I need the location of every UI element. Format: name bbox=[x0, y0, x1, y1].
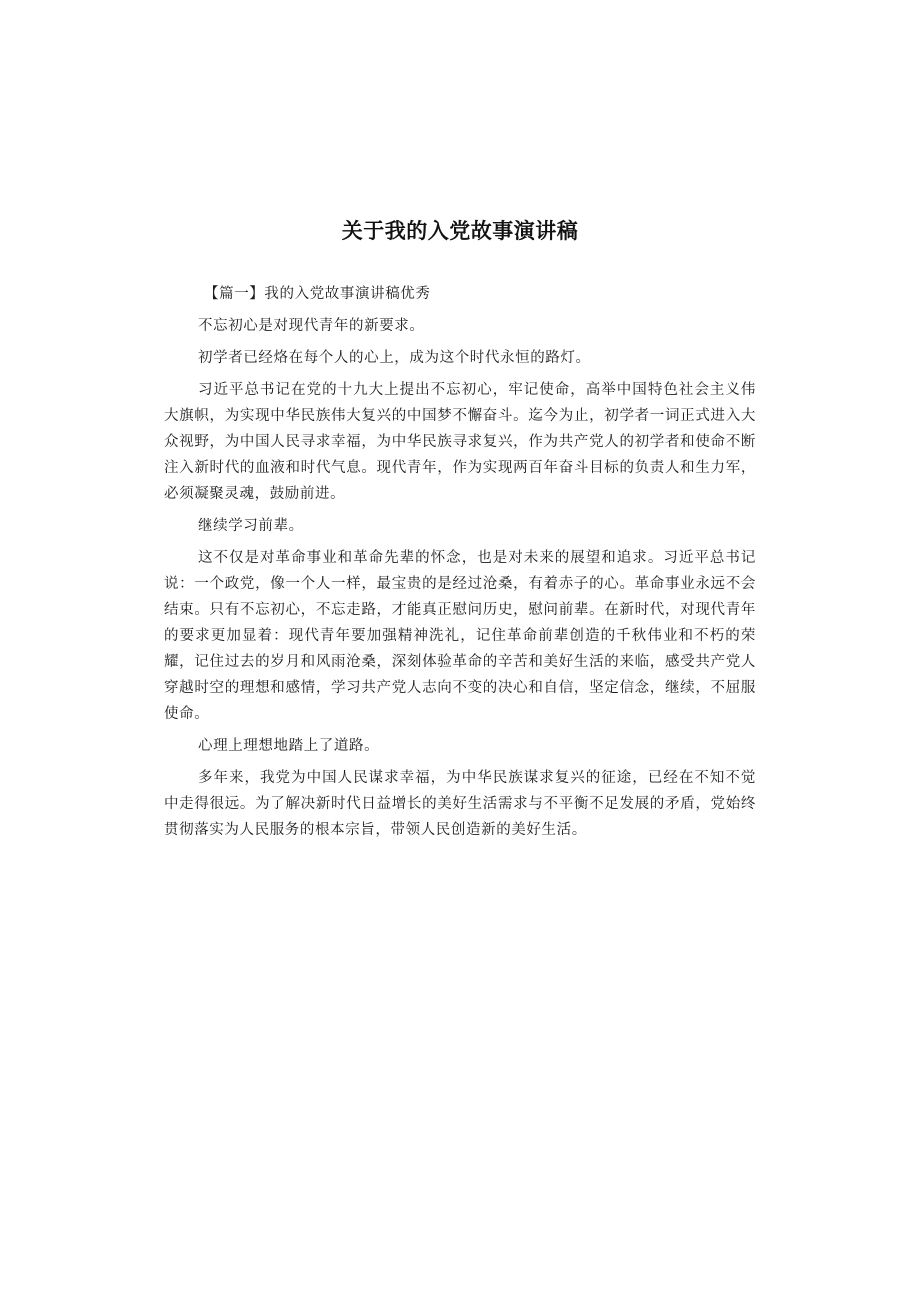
paragraph: 这不仅是对革命事业和革命先辈的怀念，也是对未来的展望和追求。习近平总书记说：一个政党，像一个人一样，最宝贵的是经过沧桑，有着赤子的心。革命事业永远不会结束。只有不忘初心，不忘走路，才能真正慰问历史，慰问前辈。在新时代，对现代青年的要求更加显着：现代青年要加强精神洗礼，记住革命前辈创造的千秋伟业和不朽的荣耀，记住过去的岁月和风雨沧桑，深刻体验革命的辛苦和美好生活的来临，感受共产党人穿越时空的理想和感情，学习共产党人志向不变的决心和自信，坚定信念，继续，不屈服使命。 bbox=[164, 550, 756, 722]
paragraph: 不忘初心是对现代青年的新要求。 bbox=[198, 318, 425, 334]
paragraph: 心理上理想地踏上了道路。 bbox=[198, 738, 380, 754]
paragraph: 多年来，我党为中国人民谋求幸福，为中华民族谋求复兴的征途，已经在不知不觉中走得很远。为了解决新时代日益增长的美好生活需求与不平衡不足发展的矛盾，党始终贯彻落实为人民服务的根本宗旨，带领人民创造新的美好生活。 bbox=[164, 770, 756, 838]
section-heading: 【篇一】我的入党故事演讲稿优秀 bbox=[204, 286, 431, 302]
paragraph: 习近平总书记在党的十九大上提出不忘初心，牢记使命，高举中国特色社会主义伟大旗帜，为实现中华民族伟大复兴的中国梦不懈奋斗。迄今为止，初学者一词正式进入大众视野，为中国人民寻求幸福，为中华民族寻求复兴，作为共产党人的初学者和使命不断注入新时代的血液和时代气息。现代青年，作为实现两百年奋斗目标的负责人和生力军，必须凝聚灵魂，鼓励前进。 bbox=[164, 382, 756, 502]
paragraph: 初学者已经烙在每个人的心上，成为这个时代永恒的路灯。 bbox=[198, 350, 591, 366]
document-body bbox=[164, 281, 756, 849]
paragraph: 继续学习前辈。 bbox=[198, 518, 304, 534]
document-title: 关于我的入党故事演讲稿 bbox=[341, 219, 579, 243]
